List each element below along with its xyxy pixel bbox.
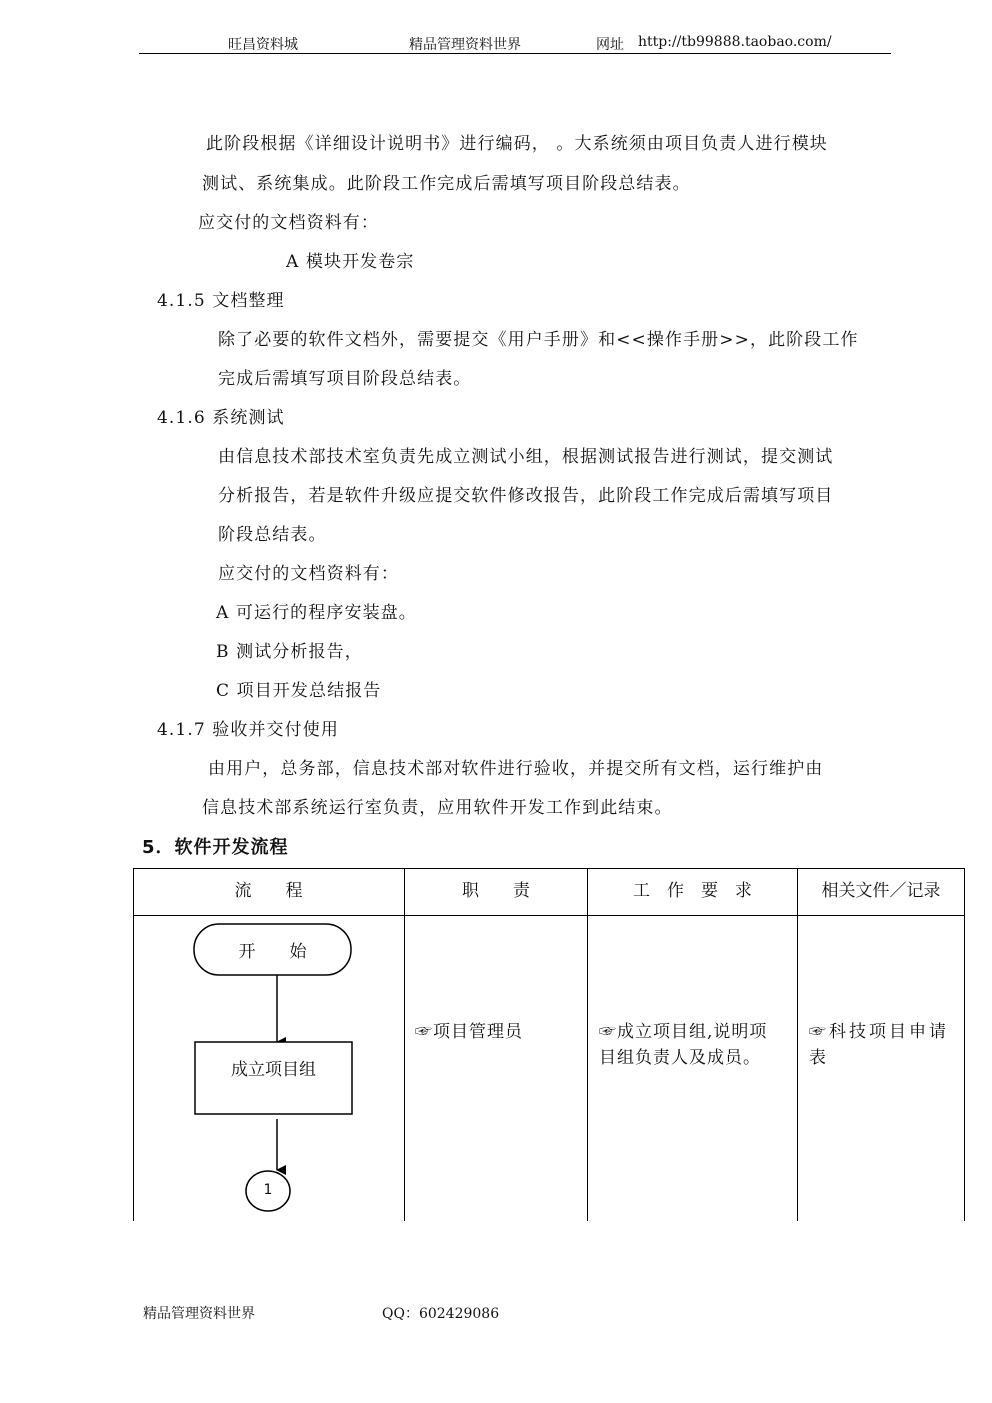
header-left: 旺昌资料城	[228, 37, 298, 53]
footer-qq: QQ：602429086	[382, 1306, 500, 1322]
requirement-line: 目组负责人及成员。	[599, 1048, 761, 1068]
paragraph-line: 由用户，总务部，信息技术部对软件进行验收，并提交所有文档，运行维护由	[208, 759, 824, 779]
table-border-right	[964, 868, 965, 1221]
flow-start-label: 开 始	[238, 942, 307, 962]
document-line: 表	[809, 1048, 827, 1068]
flow-connector-label: 1	[263, 1182, 273, 1198]
requirement-line: ☞成立项目组,说明项	[599, 1022, 768, 1042]
paragraph-line: 测试、系统集成。此阶段工作完成后需填写项目阶段总结表。	[202, 174, 691, 194]
header-requirements: 工 作 要 求	[633, 881, 752, 901]
deliverables-heading: 应交付的文档资料有：	[198, 213, 379, 233]
footer-left: 精品管理资料世界	[143, 1306, 255, 1322]
paragraph-line: 分析报告，若是软件升级应提交软件修改报告，此阶段工作完成后需填写项目	[218, 486, 834, 506]
deliverables-heading: 应交付的文档资料有：	[218, 564, 399, 584]
paragraph-line: 信息技术部系统运行室负责，应用软件开发工作到此结束。	[202, 798, 673, 818]
deliverable-item: C 项目开发总结报告	[216, 681, 382, 701]
header-duty: 职 责	[462, 881, 530, 901]
section-heading-416: 4.1.6 系统测试	[157, 408, 285, 428]
header-rule	[139, 53, 891, 54]
paragraph-line: 由信息技术部技术室负责先成立测试小组，根据测试报告进行测试，提交测试	[218, 447, 834, 467]
table-col-divider	[797, 868, 798, 1221]
section-heading-415: 4.1.5 文档整理	[157, 291, 285, 311]
process-table	[133, 868, 965, 1221]
paragraph-line: 完成后需填写项目阶段总结表。	[218, 369, 472, 389]
paragraph-line: 此阶段根据《详细设计说明书》进行编码， 。大系统须由项目负责人进行模块	[206, 134, 828, 154]
flow-step-label: 成立项目组	[231, 1060, 316, 1080]
deliverable-item: B 测试分析报告，	[216, 642, 363, 662]
document-line: ☞科技项目申请	[809, 1022, 949, 1042]
section-heading-417: 4.1.7 验收并交付使用	[157, 720, 339, 740]
paragraph-line: 除了必要的软件文档外，需要提交《用户手册》和<<操作手册>>，此阶段工作	[218, 330, 859, 350]
deliverable-item: A 模块开发卷宗	[286, 252, 415, 272]
table-col-divider	[404, 868, 405, 1221]
role-cell: ☞项目管理员	[415, 1022, 523, 1042]
paragraph-line: 阶段总结表。	[218, 525, 327, 545]
section-5-title: 5．软件开发流程	[142, 837, 289, 858]
header-process: 流 程	[234, 881, 303, 901]
table-col-divider	[587, 868, 588, 1221]
header-documents: 相关文件／记录	[821, 881, 941, 901]
flowchart	[133, 868, 404, 1221]
header-center: 精品管理资料世界	[409, 37, 521, 53]
header-site-label: 网址	[596, 37, 624, 53]
deliverable-item: A 可运行的程序安装盘。	[216, 603, 417, 623]
header-site-url: http://tb99888.taobao.com/	[638, 34, 832, 50]
